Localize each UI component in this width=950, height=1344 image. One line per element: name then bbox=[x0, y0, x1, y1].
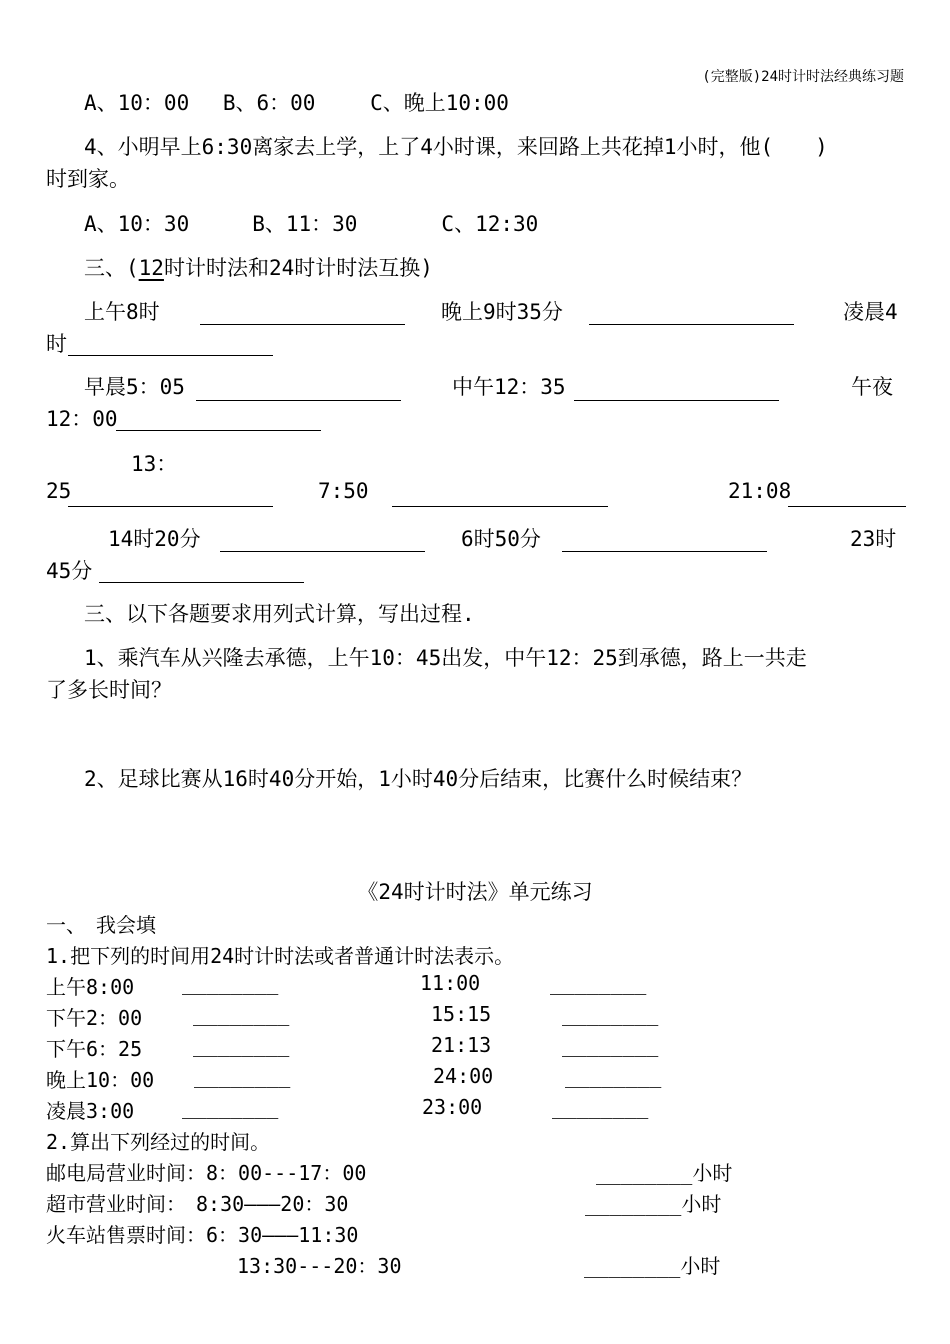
part-1-heading: 一、 我会填 bbox=[46, 913, 156, 937]
calc-question-1-line1: 1、乘汽车从兴隆去承德，上午10：45出发，中午12：25到承德，路上一共走 bbox=[84, 646, 807, 670]
q4-text-line2: 时到家。 bbox=[46, 167, 130, 191]
answer-blank[interactable]: ________ bbox=[550, 971, 647, 995]
q4-text-line1: 4、小明早上6:30离家去上学，上了4小时课，来回路上共花掉1小时，他( ) bbox=[84, 135, 828, 159]
hours-answer[interactable]: ________小时 bbox=[585, 1192, 722, 1216]
unit-title: 《24时计时法》单元练习 bbox=[357, 880, 593, 904]
answer-blank[interactable]: ________ bbox=[565, 1064, 662, 1088]
answer-blank[interactable] bbox=[68, 506, 273, 507]
time-item: 凌晨3:00 bbox=[46, 1099, 135, 1123]
answer-blank[interactable]: ________ bbox=[562, 1033, 659, 1057]
time-item: 下午2：00 bbox=[46, 1006, 143, 1030]
convert-item-6: 午夜 bbox=[851, 375, 893, 399]
convert-item-10: 14时20分 bbox=[108, 527, 201, 551]
answer-blank[interactable] bbox=[200, 324, 405, 325]
convert-item-7-cont: 25 bbox=[46, 479, 72, 503]
section3-title: 三、(12时计时法和24时计时法互换) bbox=[84, 256, 433, 280]
q4-options: A、10：30 B、11：30 C、12:30 bbox=[84, 212, 539, 236]
calc-section-title: 三、以下各题要求用列式计算，写出过程. bbox=[84, 602, 475, 626]
answer-blank[interactable]: ________ bbox=[562, 1002, 659, 1026]
answer-blank[interactable]: ________ bbox=[552, 1095, 649, 1119]
calc-question-2: 2、足球比赛从16时40分开始，1小时40分后结束，比赛什么时候结束？ bbox=[84, 767, 753, 791]
hours-item-cont: 13:30---20：30 bbox=[237, 1254, 402, 1278]
convert-item-4: 早晨5：05 bbox=[84, 375, 185, 399]
answer-blank[interactable] bbox=[589, 324, 794, 325]
answer-blank[interactable]: ________ bbox=[182, 971, 279, 995]
q3-options: A、10：00 B、6：00 C、晚上10:00 bbox=[84, 91, 509, 115]
answer-blank[interactable] bbox=[220, 551, 425, 552]
convert-item-3: 凌晨4 bbox=[843, 300, 898, 324]
answer-blank[interactable] bbox=[196, 400, 401, 401]
time-item: 21:13 bbox=[431, 1033, 492, 1057]
answer-blank[interactable] bbox=[392, 506, 608, 507]
hours-answer[interactable]: ________小时 bbox=[584, 1254, 721, 1278]
answer-blank[interactable]: ________ bbox=[182, 1095, 279, 1119]
answer-blank[interactable] bbox=[574, 400, 779, 401]
convert-item-9: 21:08 bbox=[728, 479, 792, 503]
time-item: 15:15 bbox=[431, 1002, 492, 1026]
hours-item: 邮电局营业时间：8：00---17：00 bbox=[46, 1161, 367, 1185]
answer-blank[interactable]: ________ bbox=[193, 1002, 290, 1026]
convert-item-11: 6时50分 bbox=[461, 527, 541, 551]
convert-item-7: 13： bbox=[131, 452, 178, 476]
answer-blank[interactable]: ________ bbox=[194, 1064, 291, 1088]
time-item: 24:00 bbox=[433, 1064, 494, 1088]
time-item: 晚上10：00 bbox=[46, 1068, 155, 1092]
time-item: 11:00 bbox=[420, 971, 481, 995]
hours-answer[interactable]: ________小时 bbox=[596, 1161, 733, 1185]
time-item: 下午6：25 bbox=[46, 1037, 143, 1061]
convert-item-3-cont: 时 bbox=[46, 332, 67, 356]
hours-item: 超市营业时间： 8:30———20：30 bbox=[46, 1192, 349, 1216]
answer-blank[interactable] bbox=[788, 506, 906, 507]
time-item: 23:00 bbox=[422, 1095, 483, 1119]
section3-title-underlined: 12 bbox=[138, 256, 164, 280]
convert-item-6-cont: 12：00 bbox=[46, 407, 118, 431]
convert-item-2: 晚上9时35分 bbox=[441, 300, 563, 324]
time-item: 上午8:00 bbox=[46, 975, 135, 999]
hours-item: 火车站售票时间：6：30———11:30 bbox=[46, 1223, 359, 1247]
convert-item-8: 7:50 bbox=[318, 479, 369, 503]
q1-instruction: 1.把下列的时间用24时计时法或者普通计时法表示。 bbox=[46, 944, 515, 968]
answer-blank[interactable] bbox=[116, 430, 321, 431]
answer-blank[interactable]: ________ bbox=[193, 1033, 290, 1057]
convert-item-1: 上午8时 bbox=[84, 300, 160, 324]
convert-item-5: 中午12：35 bbox=[452, 375, 566, 399]
convert-item-12-cont: 45分 bbox=[46, 559, 93, 583]
page-header: (完整版)24时计时法经典练习题 bbox=[702, 69, 904, 85]
answer-blank[interactable] bbox=[99, 582, 304, 583]
convert-item-12: 23时 bbox=[850, 527, 897, 551]
q2-instruction: 2.算出下列经过的时间。 bbox=[46, 1130, 271, 1154]
answer-blank[interactable] bbox=[68, 355, 273, 356]
calc-question-1-line2: 了多长时间？ bbox=[46, 678, 172, 702]
answer-blank[interactable] bbox=[562, 551, 767, 552]
